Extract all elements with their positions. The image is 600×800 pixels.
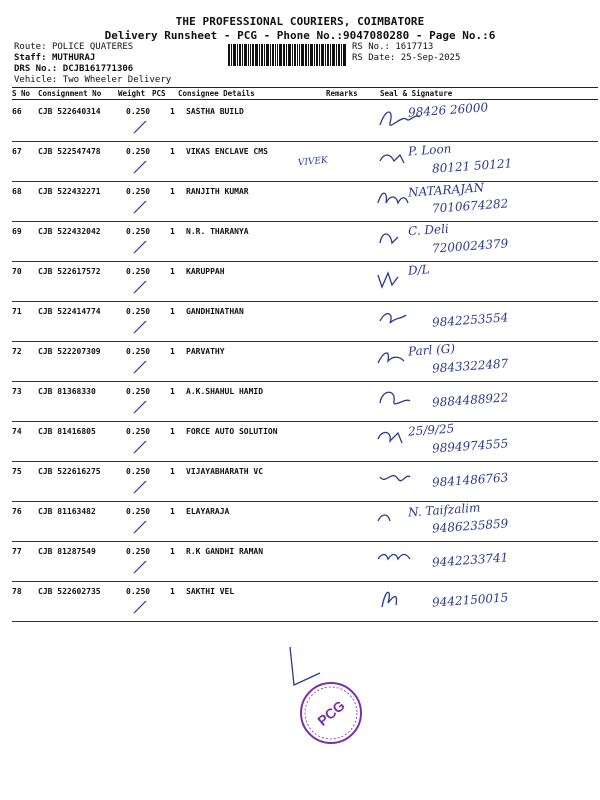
company-title: THE PROFESSIONAL COURIERS, COIMBATORE [175,15,425,28]
row-weight: 0.250 [126,267,151,276]
handwritten-phone: 9442150015 [431,590,509,610]
rs-date-value: 25-Sep-2025 [400,53,461,63]
row-consignment-no: CJB 522617572 [38,267,101,276]
row-consignment-no: CJB 522602735 [38,587,101,596]
handwritten-phone: 7010674282 [431,196,509,216]
col-remarks: Remarks [326,89,358,98]
signature-scribble [376,385,424,413]
route-info [14,42,214,86]
runsheet-subtitle: Delivery Runsheet - PCG - Phone No.:9047080280 - Page No.:6 [104,29,496,42]
row-pcs: 1 [170,307,175,316]
table-row [12,581,598,622]
header-rule-bottom [12,99,598,100]
row-consignee: N.R. THARANYA [186,227,249,236]
handwritten-phone: 7200024379 [431,236,509,256]
handwritten-phone: 9841486763 [431,470,509,490]
handwritten-phone: 9894974555 [431,436,509,456]
handwritten-name: 25/9/25 [407,421,455,439]
row-pcs: 1 [170,107,175,116]
row-sno: 70 [12,267,22,276]
row-consignment-no: CJB 81287549 [38,547,96,556]
tick-mark [126,437,156,457]
handwritten-phone: 80121 50121 [431,156,513,176]
col-consignee: Consignee Details [178,89,255,98]
row-consignee: ELAYARAJA [186,507,230,516]
drs-value: DCJB161771306 [62,64,134,74]
vehicle-line: Vehicle: Two Wheeler Delivery [14,75,172,85]
staff-value: MUTHURAJ [51,53,96,63]
tick-mark [126,317,156,337]
row-weight: 0.250 [126,187,151,196]
row-pcs: 1 [170,347,175,356]
col-sno: S No [12,89,31,98]
handwritten-name: N. Taifzalim [407,500,481,520]
row-sno: 72 [12,347,22,356]
row-remark: VIVEK [297,155,329,169]
tick-mark [126,557,156,577]
row-weight: 0.250 [126,427,151,436]
table-row [12,181,598,222]
row-consignment-no: CJB 81416805 [38,427,96,436]
row-pcs: 1 [170,147,175,156]
table-row [12,221,598,262]
row-pcs: 1 [170,587,175,596]
table-row [12,461,598,502]
row-consignment-no: CJB 522640314 [38,107,101,116]
row-consignee: R.K GANDHI RAMAN [186,547,264,556]
row-weight: 0.250 [126,387,151,396]
row-sno: 66 [12,107,22,116]
handwritten-name: P. Loon [407,141,452,159]
row-sno: 78 [12,587,22,596]
row-sno: 74 [12,427,22,436]
tick-mark [126,597,156,617]
table-row [12,141,598,182]
signature-scribble [376,305,424,333]
table-row [12,101,598,142]
row-weight: 0.250 [126,507,151,516]
row-sno: 77 [12,547,22,556]
row-sno: 69 [12,227,22,236]
handwritten-name: D/L [407,262,431,278]
rs-no-value: 1617713 [395,42,434,52]
col-pcs: PCS [152,89,166,98]
row-weight: 0.250 [126,587,151,596]
row-weight: 0.250 [126,467,151,476]
signature-scribble [376,585,424,613]
row-consignee: SASTHA BUILD [186,107,244,116]
route-value: POLICE QUATERES [51,42,134,52]
drs-line: DRS No.: DCJB161771306 [14,64,134,74]
row-weight: 0.250 [126,307,151,316]
row-sno: 71 [12,307,22,316]
tick-mark [126,477,156,497]
handwritten-phone: 9884488922 [431,390,509,410]
row-consignment-no: CJB 522414774 [38,307,101,316]
row-consignee: A.K.SHAHUL HAMID [186,387,264,396]
row-consignment-no: CJB 522432271 [38,187,101,196]
handwritten-name: Parl (G) [407,341,456,359]
rs-no-line: RS No.: 1617713 [352,42,434,52]
row-consignee: SAKTHI VEL [186,587,235,596]
tick-mark [126,357,156,377]
row-consignment-no: CJB 522432042 [38,227,101,236]
row-consignee: PARVATHY [186,347,225,356]
handwritten-phone: 9486235859 [431,516,509,536]
handwritten-phone: 9843322487 [431,356,509,376]
row-pcs: 1 [170,387,175,396]
signature-scribble [376,545,424,573]
col-weight: Weight [118,89,146,98]
table-row [12,341,598,382]
tick-mark [126,237,156,257]
vehicle-value: Two Wheeler Delivery [62,75,172,85]
row-pcs: 1 [170,227,175,236]
row-weight: 0.250 [126,107,151,116]
col-seal-signature: Seal & Signature [380,89,453,98]
tick-mark [126,277,156,297]
row-pcs: 1 [170,467,175,476]
row-consignee: VIJAYABHARATH VC [186,467,264,476]
pcg-stamp [298,680,364,746]
row-sno: 68 [12,187,22,196]
handwritten-name: NATARAJAN [407,180,485,200]
tick-mark [126,197,156,217]
rs-info [352,42,552,64]
table-row [12,381,598,422]
row-consignment-no: CJB 522616275 [38,467,101,476]
barcode [228,44,346,66]
table-row [12,301,598,342]
row-sno: 75 [12,467,22,476]
row-consignee: GANDHINATHAN [186,307,244,316]
stamp-text: PCG [314,697,348,729]
tick-mark [126,157,156,177]
table-row [12,421,598,462]
row-sno: 67 [12,147,22,156]
tick-mark [126,117,156,137]
row-consignment-no: CJB 81368330 [38,387,96,396]
header-rule-top [12,87,598,88]
row-weight: 0.250 [126,227,151,236]
row-consignment-no: CJB 522547478 [38,147,101,156]
row-weight: 0.250 [126,547,151,556]
row-consignee: VIKAS ENCLAVE CMS [186,147,268,156]
row-pcs: 1 [170,267,175,276]
row-weight: 0.250 [126,147,151,156]
table-row [12,541,598,582]
staff-line: Staff: MUTHURAJ [14,53,96,63]
handwritten-name: 98426 26000 [407,100,489,120]
row-pcs: 1 [170,507,175,516]
handwritten-name: C. Deli [407,221,450,239]
row-consignment-no: CJB 81163482 [38,507,96,516]
signature-scribble [376,465,424,493]
row-consignment-no: CJB 522207309 [38,347,101,356]
tick-mark [126,517,156,537]
row-consignee: KARUPPAH [186,267,225,276]
rs-date-line: RS Date: 25-Sep-2025 [352,53,461,63]
row-consignee: FORCE AUTO SOLUTION [186,427,278,436]
row-pcs: 1 [170,427,175,436]
table-row [12,501,598,542]
row-consignee: RANJITH KUMAR [186,187,249,196]
col-consignment: Consignment No [38,89,102,98]
route-line: Route: POLICE QUATERES [14,42,134,52]
row-sno: 76 [12,507,22,516]
row-sno: 73 [12,387,22,396]
tick-mark [126,397,156,417]
row-weight: 0.250 [126,347,151,356]
handwritten-phone: 9842253554 [431,310,509,330]
table-row [12,261,598,302]
row-pcs: 1 [170,547,175,556]
handwritten-phone: 9442233741 [431,550,509,570]
row-pcs: 1 [170,187,175,196]
